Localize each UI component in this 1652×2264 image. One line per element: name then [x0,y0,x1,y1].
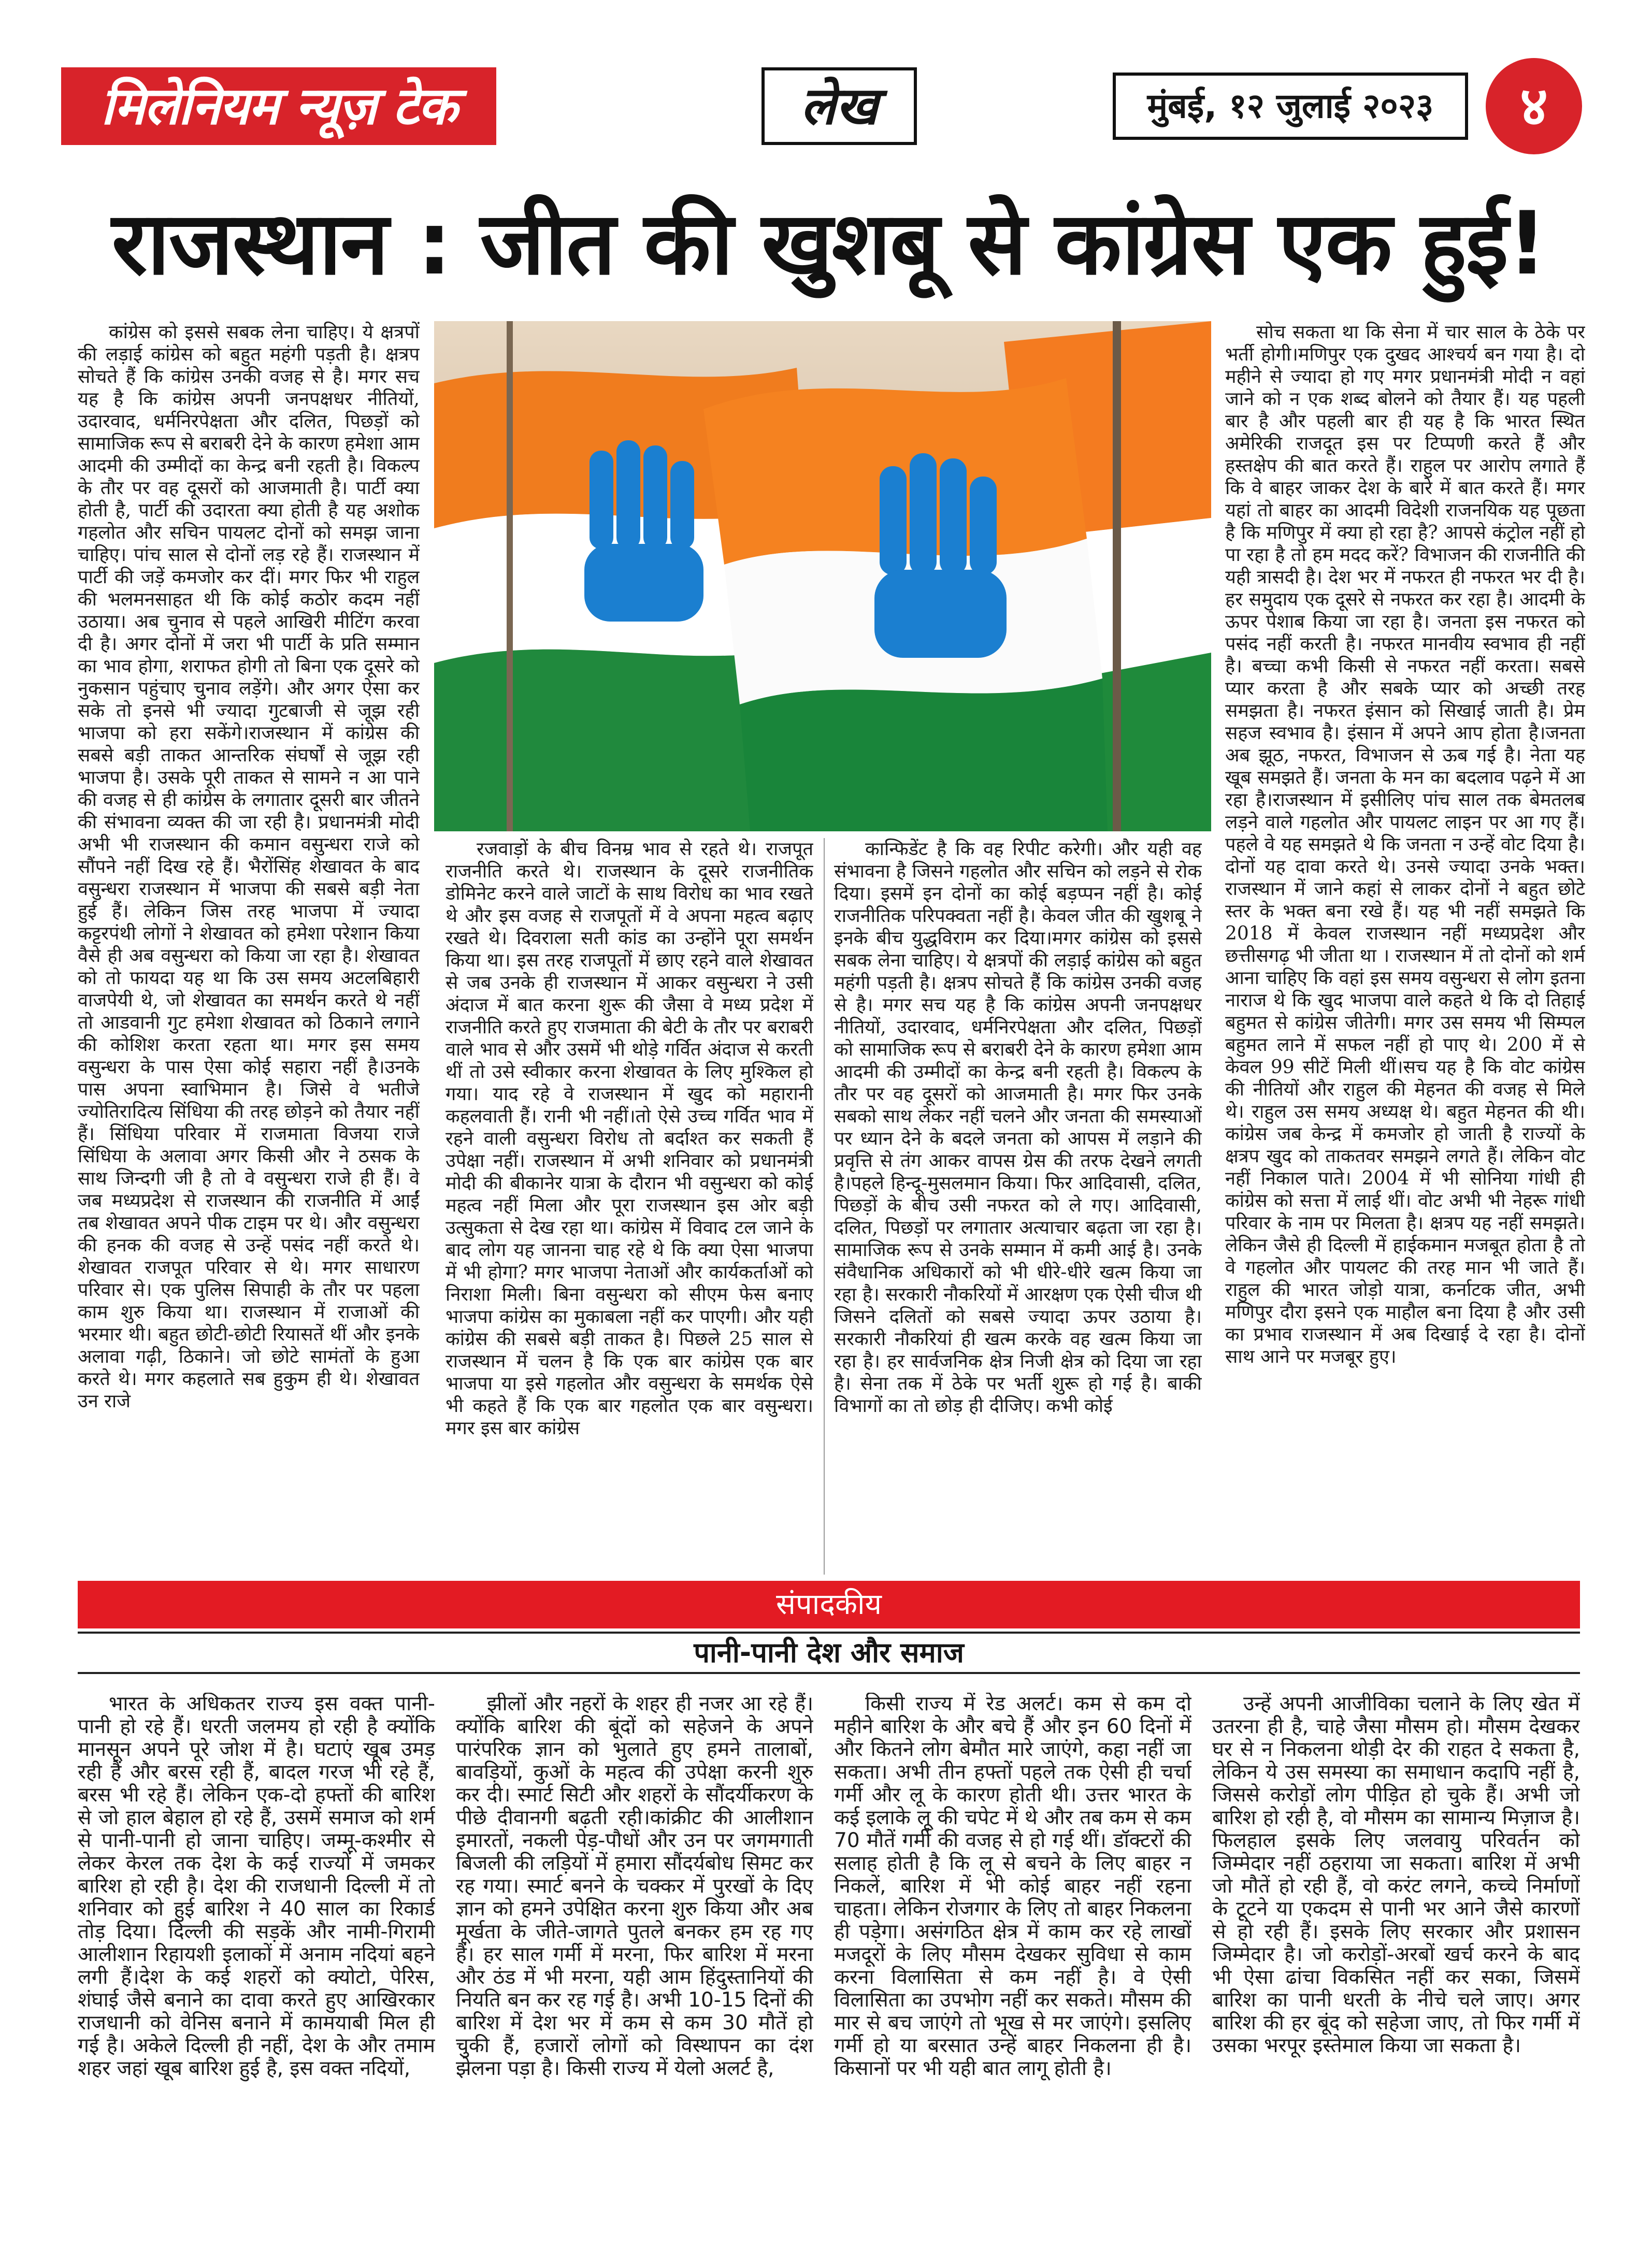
editorial-column-3 [834,1693,1191,2242]
column-divider [824,838,825,1575]
editorial-column-4 [1212,1693,1580,2242]
article-column-2-text: रजवाड़ों के बीच विनम्र भाव से रहते थे। राजपूत राजनीति करते थे। राजस्थान के दूसरे राजनीतिक डोमिनेट करने वाले जाटों के साथ विरोध का भाव रखते थे और इस वजह से राजपूतों में वे अपना महत्व बढ़ाए रखते थे। दिवराला सती कांड का उन्होंने पूरा समर्थन किया था। इस तरह राजपूतों में छाए रहने वाले शेखावत से जब उनके ही राजस्थान में आकर वसुन्धरा ने उसी अंदाज में बात करना शुरू की जैसा वे मध्य प्रदेश में राजनीति करते हुए राजमाता की बेटी के तौर पर बराबरी वाले भाव से और उसमें भी थोड़े गर्वित अंदाज से करती थीं तो उसे स्वीकार करना शेखावत के लिए मुश्किल हो गया। याद रहे वे राजस्थान में खुद को महारानी कहलवाती हैं। रानी भी नहीं।तो ऐसे उच्च गर्वित भाव में रहने वाली वसुन्धरा विरोध तो बर्दाश्त कर सकती हैं उपेक्षा नहीं। राजस्थान में अभी शनिवार को प्रधानमंत्री मोदी की बीकानेर यात्रा के दौरान भी वसुन्धरा को कोई महत्व नहीं मिला और पूरा राजस्थान इस ओर बड़ी उत्सुकता से देख रहा था। कांग्रेस में विवाद टल जाने के बाद लोग यह जानना चाह रहे थे कि क्या ऐसा भाजपा में भी होगा? मगर भाजपा नेताओं और कार्यकर्ताओं को निराशा मिली। बिना वसुन्धरा को सीएम फेस बनाए भाजपा कांग्रेस का मुकाबला नहीं कर पाएगी। और यही कांग्रेस की सबसे बड़ी ताकत है। पिछले 25 साल से राजस्थान में चलन है कि एक बार कांग्रेस एक बार भाजपा या इसे गहलोत और वसुन्धरा के समर्थक ऐसे भी कहते हैं कि एक बार गहलोत एक बार वसुन्धरा। मगर इस बार कांग्रेस [446,839,813,1439]
editorial-title: पानी-पानी देश और समाज [78,1632,1580,1674]
masthead [0,0,1652,138]
article-column-1-text: कांग्रेस को इससे सबक लेना चाहिए। ये क्षत्रपों की लड़ाई कांग्रेस को बहुत महंगी पड़ती है। क्षत्रप सोचते हैं कि कांग्रेस उनकी वजह से है। मगर सच यह है कि कांग्रेस अपनी जनपक्षधर नीतियों, उदारवाद, धर्मनिरपेक्षता और दलित, पिछड़ों को सामाजिक रूप से बराबरी देने के कारण हमेशा आम आदमी की उम्मीदों का केन्द्र बनी रहती है। विकल्प के तौर पर वह दूसरों को आजमाती है। पार्टी क्या होती है, पार्टी की उदारता क्या होती है यह अशोक गहलोत और सचिन पायलट दोनों को समझ जाना चाहिए। पांच साल से दोनों लड़ रहे हैं। राजस्थान में पार्टी की जड़ें कमजोर कर दीं। मगर फिर भी राहुल की भलमनसाहत थी कि कोई कठोर कदम नहीं उठाया। अब चुनाव से पहले आखिरी मीटिंग करवा दी है। अगर दोनों में जरा भी पार्टी के प्रति सम्मान का भाव होगा, शराफत होगी तो बिना एक दूसरे को नुकसान पहुंचाए चुनाव लड़ेंगे। और अगर ऐसा कर सके तो इनसे भी ज्यादा गुटबाजी से जूझ रही भाजपा को हरा सकेंगे।राजस्थान में कांग्रेस की सबसे बड़ी ताकत आन्तरिक संघर्षों से जूझ रही भाजपा है। उसके पूरी ताकत से सामने न आ पाने की वजह से ही कांग्रेस के लगातार दूसरी बार जीतने की संभावना व्यक्त की जा रही है। प्रधानमंत्री मोदी अभी भी राजस्थान की कमान वसुन्धरा राजे को सौंपने नहीं दिख रहे हैं। भैरोंसिंह शेखावत के बाद वसुन्धरा राजस्थान में भाजपा की सबसे बड़ी नेता हुई हैं। लेकिन जिस तरह भाजपा में ज्यादा कट्टरपंथी लोगों ने शेखावत को हमेशा परेशान किया वैसे ही अब वसुन्धरा को किया जा रहा है। शेखावत को तो फायदा यह था कि उस समय अटलबिहारी वाजपेयी थे, जो शेखावत का समर्थन करते थे नहीं तो आडवानी गुट हमेशा शेखावत को ठिकाने लगाने की कोशिश करता रहता था। मगर इस समय वसुन्धरा के पास ऐसा कोई सहारा नहीं है।उनके पास अपना स्वाभिमान है। जिसे वे भतीजे ज्योतिरादित्य सिंधिया की तरह छोड़ने को तैयार नहीं हैं। सिंधिया परिवार में राजमाता विजया राजे सिंधिया के अलावा अगर किसी और ने ठसक के साथ जिन्दगी जी है तो वे वसुन्धरा राजे ही हैं। वे जब मध्यप्रदेश से राजस्थान की राजनीति में आईं तब शेखावत अपने पीक टाइम पर थे। और वसुन्धरा की हनक की वजह से उन्हें पसंद नहीं करते थे। शेखावत राजपूत परिवार से थे। मगर साधारण परिवार से। एक पुलिस सिपाही के तौर पर पहला काम शुरु किया था। राजस्थान में राजाओं की भरमार थी। बहुत छोटी-छोटी रियासतें थीं और इनके अलावा गढ़ी, ठिकाने। जो छोटे सामंतों के हुआ करते थे। मगर कहलाते सब हुकुम ही थे। शेखावत उन राजे [78,322,420,1412]
congress-flags-image [434,321,1211,831]
editorial-column-4-text: उन्हें अपनी आजीविका चलाने के लिए खेत में उतरना ही है, चाहे जैसा मौसम हो। मौसम देखकर घर से न निकलना थोड़ी देर की राहत दे सकता है, लेकिन ये उस समस्या का समाधान कदापि नहीं है, जिससे करोड़ों लोग पीड़ित हो चुके हैं। अभी जो बारिश हो रही है, वो मौसम का सामान्य मिज़ाज है। फिलहाल इसके लिए जलवायु परिवर्तन को जिम्मेदार नहीं ठहराया जा सकता। बारिश में अभी जो मौतें हो रही हैं, वो करंट लगने, कच्चे निर्माणों के टूटने या एकदम से पानी भर आने जैसे कारणों से हो रही हैं। इसके लिए सरकार और प्रशासन जिम्मेदार है। जो करोड़ों-अरबों खर्च करने के बाद भी ऐसा ढांचा विकसित नहीं कर सका, जिसमें बारिश का पानी धरती के नीचे चले जाए। अगर बारिश की हर बूंद को सहेजा जाए, तो फिर गर्मी में उसका भरपूर इस्तेमाल किया जा सकता है। [1212,1693,1580,2057]
dateline: मुंबई, १२ जुलाई २०२३ [1113,73,1468,140]
article-photo [434,321,1211,831]
editorial-section-banner: संपादकीय [78,1581,1580,1628]
editorial-column-3-text: किसी राज्य में रेड अलर्ट। कम से कम दो महीने बारिश के और बचे हैं और इन 60 दिनों में और कितने लोग बेमौत मारे जाएंगे, कहा नहीं जा सकता। अभी तीन हफ्तों पहले तक ऐसी ही चर्चा गर्मी और लू के कारण होती थी। उत्तर भारत के कई इलाके लू की चपेट में थे और तब कम से कम 70 मौतें गर्मी की वजह से हो गई थीं। डॉक्टरों की सलाह होती है कि लू से बचने के लिए बाहर न निकलें, बारिश में भी कोई बाहर नहीं रहना चाहता। लेकिन रोजगार के लिए तो बाहर निकलना ही पड़ेगा। असंगठित क्षेत्र में काम कर रहे लाखों मजदूरों के लिए मौसम देखकर सुविधा से काम करना विलासिता से कम नहीं है। वे ऐसी विलासिता का उपभोग नहीं कर सकते। मौसम की मार से बच जाएंगे तो भूख से मर जाएंगे। इसलिए गर्मी हो या बरसात उन्हें बाहर निकलना ही है। किसानों पर भी यही बात लागू होती है। [834,1693,1191,2080]
editorial-column-1-text: भारत के अधिकतर राज्य इस वक्त पानी-पानी हो रहे हैं। धरती जलमय हो रही है क्योंकि मानसून अपने पूरे जोश में है। घटाएं खूब उमड़ रही हैं और बरस रही हैं, बादल गरज भी रहे हैं, बरस भी रहे हैं। लेकिन एक-दो हफ्तों की बारिश से जो हाल बेहाल हो रहे हैं, उसमें समाज को शर्म से पानी-पानी हो जाना चाहिए। जम्मू-कश्मीर से लेकर केरल तक देश के कई राज्यों में जमकर बारिश हो रही है। देश की राजधानी दिल्ली में तो शनिवार को हुई बारिश ने 40 साल का रिकार्ड तोड़ दिया। दिल्ली की सड़कें और नामी-गिरामी आलीशान रिहायशी इलाकों में अनाम नदियां बहने लगी हैं।देश के कई शहरों को क्योटो, पेरिस, शंघाई जैसे बनाने का दावा करते हुए आखिरकार राजधानी को वेनिस बनाने में कामयाबी मिल ही गई है। अकेले दिल्ली ही नहीं, देश के और तमाम शहर जहां खूब बारिश हुई है, इस वक्त नदियों, [78,1693,435,2080]
editorial-column-1 [78,1693,435,2242]
article-column-4-text: सोच सकता था कि सेना में चार साल के ठेके पर भर्ती होगी।मणिपुर एक दुखद आश्चर्य बन गया है। दो महीने से ज्यादा हो गए मगर प्रधानमंत्री मोदी न वहां जाने को न एक शब्द बोलने को तैयार हैं। यह पहली बार है और पहली बार ही यह है कि भारत स्थित अमेरिकी राजदूत इस पर टिप्पणी करते हैं और हस्तक्षेप की बात करते हैं। राहुल पर आरोप लगाते हैं कि वे बाहर जाकर देश के बारे में बात करते हैं। मगर यहां तो बाहर का आदमी विदेशी राजनयिक यह पूछता है कि मणिपुर में क्या हो रहा है? आपसे कंट्रोल नहीं हो पा रहा है तो हम मदद करें? विभाजन की राजनीति की यही त्रासदी है। देश भर में नफरत ही नफरत भर दी है। हर समुदाय एक दूसरे से नफरत कर रहा है। आदमी के ऊपर पेशाब किया जा रहा है। जनता इस नफरत को पसंद नहीं करती है। नफरत मानवीय स्वभाव ही नहीं है। बच्चा कभी किसी से नफरत नहीं करता। सबसे प्यार करता है और सबके प्यार को अच्छी तरह समझता है। नफरत इंसान को सिखाई जाती है। प्रेम सहज स्वभाव है। इंसान में अपने आप होता है।जनता अब झूठ, नफरत, विभाजन से ऊब गई है। नेता यह खूब समझते हैं। जनता के मन का बदलाव पढ़ने में आ रहा है।राजस्थान में इसीलिए पांच साल तक बेमतलब लड़ने वाले गहलोत और पायलट लाइन पर आ गए हैं। पहले वे यह समझते थे कि जनता न उन्हें वोट दिया है। दोनों यह दावा करते थे। उनसे ज्यादा उनके भक्त। राजस्थान में जाने कहां से लाकर दोनों ने बहुत छोटे स्तर के भक्त बना रखे हैं। यह भी नहीं समझते कि 2018 में केवल राजस्थान नहीं मध्यप्रदेश और छत्तीसगढ़ भी जीता था । राजस्थान में तो दोनों को शर्म आना चाहिए कि वहां इस समय वसुन्धरा से लोग इतना नाराज थे कि खुद भाजपा वाले कहते थे कि दो तिहाई बहुमत से कांग्रेस जीतेगी। मगर उस समय भी सिम्पल बहुमत लाने में सफल नहीं हो पाए थे। 200 में से केवल 99 सीटें मिली थीं।सच यह है कि वोट कांग्रेस की नीतियों और राहुल की मेहनत की वजह से मिले थे। राहुल उस समय अध्यक्ष थे। बहुत मेहनत की थी।कांग्रेस जब केन्द्र में कमजोर हो जाती है राज्यों के क्षत्रप खुद को ताकतवर समझने लगते हैं। लेकिन वोट नहीं निकाल पाते। 2004 में भी सोनिया गांधी ही कांग्रेस को सत्ता में लाई थीं। वोट अभी भी नेहरू गांधी परिवार के नाम पर मिलता है। क्षत्रप यह नहीं समझते। लेकिन जैसे ही दिल्ली में हाईकमान मजबूत होता है तो वे गहलोत और पायलट की तरह मान भी जाते हैं।राहुल की भारत जोड़ो यात्रा, कर्नाटक जीत, अभी मणिपुर दौरा इसने एक माहौल बना दिया है और उसी का प्रभाव राजस्थान में अब दिखाई दे रहा है। दोनों साथ आने पर मजबूर हुए। [1225,322,1585,1367]
editorial-column-2 [456,1693,813,2242]
newspaper-brand[interactable]: मिलेनियम न्यूज़ टेक [61,67,496,145]
article-column-1 [78,321,420,1575]
section-label[interactable]: लेख [762,67,917,145]
article-headline: राजस्थान : जीत की खुशबू से कांग्रेस एक हुई! [111,193,1546,294]
article-column-3-text: कान्फिडेंट है कि वह रिपीट करेगी। और यही वह संभावना है जिसने गहलोत और सचिन को लड़ने से रोक दिया। इसमें इन दोनों का कोई बड़प्पन नहीं है। कोई राजनीतिक परिपक्वता नहीं है। केवल जीत की खुशबू ने इनके बीच युद्धविराम कर दिया।मगर कांग्रेस को इससे सबक लेना चाहिए। ये क्षत्रपों की लड़ाई कांग्रेस को बहुत महंगी पड़ती है। क्षत्रप सोचते हैं कि कांग्रेस उनकी वजह से है। मगर सच यह है कि कांग्रेस अपनी जनपक्षधर नीतियों, उदारवाद, धर्मनिरपेक्षता और दलित, पिछड़ों को सामाजिक रूप से बराबरी देने के कारण हमेशा आम आदमी की उम्मीदों का केन्द्र बनी रहती है। विकल्प के तौर पर वह दूसरों को आजमाती है। मगर फिर उनके सबको साथ लेकर नहीं चलने और जनता की समस्याओं पर ध्यान देने के बदले जनता को आपस में लड़ाने की प्रवृत्ति से तंग आकर वापस ग्रेस की तरफ देखने लगती है।पहले हिन्दू-मुसलमान किया। फिर आदिवासी, दलित, पिछड़ों के बीच उसी नफरत को ले गए। आदिवासी, दलित, पिछड़ों पर लगातार अत्याचार बढ़ता जा रहा है। सामाजिक रूप से उनके सम्मान में कमी आई है। उनके संवैधानिक अधिकारों को भी धीरे-धीरे खत्म किया जा रहा है। सरकारी नौकरियों में आरक्षण एक ऐसी चीज थी जिसने दलितों को सबसे ज्यादा ऊपर उठाया है। सरकारी नौकरियां ही खत्म करके वह खत्म किया जा रहा है। हर सार्वजनिक क्षेत्र निजी क्षेत्र को दिया जा रहा है। सेना तक में ठेके पर भर्ती शुरू हो गई है। बाकी विभागों का तो छोड़ ही दीजिए। कभी कोई [834,839,1202,1417]
editorial-column-2-text: झीलों और नहरों के शहर ही नजर आ रहे हैं। क्योंकि बारिश की बूंदों को सहेजने के अपने पारंपरिक ज्ञान को भुलाते हुए हमने तालाबों, बावड़ियों, कुओं के महत्व की उपेक्षा करनी शुरु कर दी। स्मार्ट सिटी और शहरों के सौंदर्यीकरण के पीछे दीवानगी बढ़ती रही।कांक्रीट की आलीशान इमारतों, नकली पेड़-पौधों और उन पर जगमगाती बिजली की लड़ियों में हमारा सौंदर्यबोध सिमट कर रह गया। स्मार्ट बनने के चक्कर में पुरखों के दिए ज्ञान को हमने उपेक्षित करना शुरु किया और अब मूर्खता के जीते-जागते पुतले बनकर हम रह गए हैं। हर साल गर्मी में मरना, फिर बारिश में मरना और ठंड में भी मरना, यही आम हिंदुस्तानियों की नियति बन कर रह गई है। अभी 10-15 दिनों की बारिश में देश भर में कम से कम 30 मौतें हो चुकी हैं, हजारों लोगों को विस्थापन का दंश झेलना पड़ा है। किसी राज्य में येलो अलर्ट है, [456,1693,813,2080]
page-number-badge: ४ [1486,58,1582,154]
article-column-3 [834,838,1202,1575]
article-column-4 [1225,321,1585,1575]
article-column-2 [446,838,813,1575]
